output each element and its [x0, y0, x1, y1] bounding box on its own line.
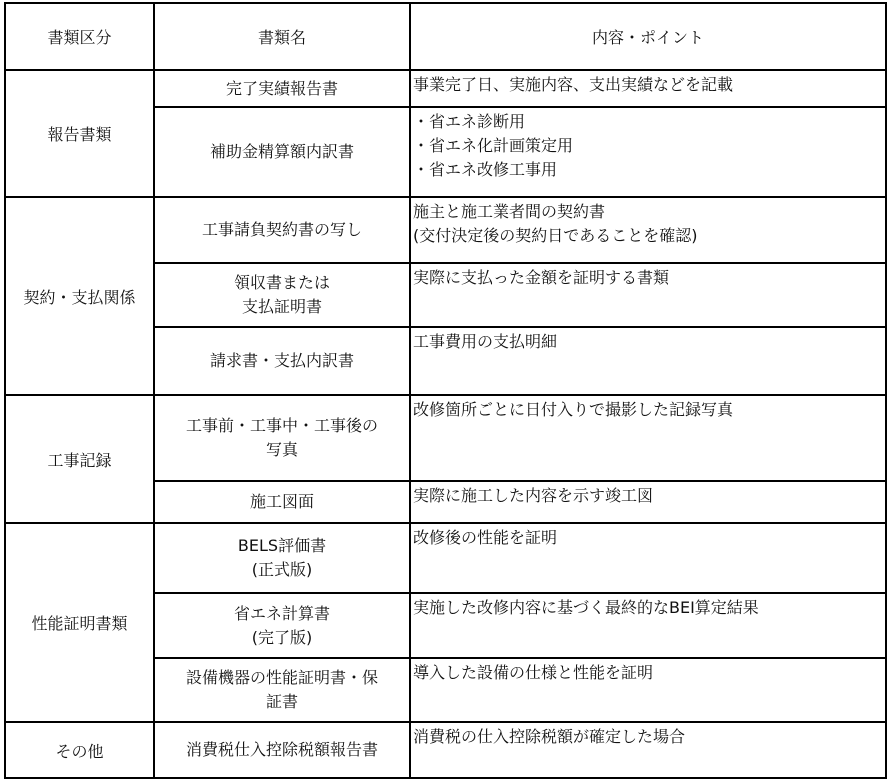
table-row: [5, 523, 886, 593]
content-cell: [410, 722, 886, 778]
document-name-line: BELS評価書: [237, 536, 327, 555]
content-cell: [410, 197, 886, 263]
content-line: ・省エネ化計画策定用: [413, 136, 574, 155]
document-name-line: 完了実績報告書: [225, 78, 338, 98]
content-line: 実際に施工した内容を示す竣工図: [413, 486, 654, 505]
content-line: 工事費用の支払明細: [413, 332, 558, 351]
document-name-line: 工事請負契約書の写し: [201, 220, 362, 239]
document-name-line: 写真: [265, 440, 298, 459]
content-cell: [410, 70, 886, 107]
content-line: 導入した設備の仕様と性能を証明: [413, 663, 654, 682]
category-cell: 契約・支払関係: [5, 197, 154, 395]
header-category: 書類区分: [5, 3, 154, 70]
table-row: [5, 197, 886, 263]
content-line: ・省エネ改修工事用: [413, 160, 558, 179]
document-name-line: 補助金精算額内訳書: [209, 142, 354, 161]
document-name-cell: [154, 395, 410, 481]
document-name-cell: [154, 523, 410, 593]
content-cell: [410, 395, 886, 481]
document-name-line: 工事前・工事中・工事後の: [185, 416, 378, 435]
header-content: 内容・ポイント: [410, 3, 886, 70]
document-name-cell: [154, 107, 410, 197]
content-cell: [410, 263, 886, 327]
document-name-line: 消費税仕入控除税額報告書: [185, 740, 378, 759]
document-name-cell: [154, 70, 410, 107]
content-line: 施主と施工業者間の契約書: [413, 202, 606, 221]
content-cell: [410, 107, 886, 197]
document-name-cell: [154, 263, 410, 327]
document-name-cell: [154, 197, 410, 263]
document-name-cell: [154, 722, 410, 778]
content-line: 改修箇所ごとに日付入りで撮影した記録写真: [413, 400, 734, 419]
content-line: ・省エネ診断用: [413, 112, 526, 131]
document-name-line: (正式版): [251, 560, 313, 579]
document-name-line: 請求書・支払内訳書: [209, 351, 354, 370]
category-cell: 性能証明書類: [5, 523, 154, 722]
content-cell: [410, 658, 886, 722]
document-name-cell: [154, 658, 410, 722]
content-line: 実際に支払った金額を証明する書類: [413, 268, 670, 287]
document-name-line: 支払証明書: [241, 297, 322, 316]
content-line: 改修後の性能を証明: [413, 528, 558, 547]
content-cell: [410, 327, 886, 395]
table-row: [5, 722, 886, 778]
content-line: 事業完了日、実施内容、支出実績などを記載: [413, 75, 734, 94]
required-documents-table: [4, 2, 887, 779]
content-line: (交付決定後の契約日であることを確認): [413, 226, 698, 245]
header-row: [5, 3, 886, 70]
table-row: [5, 70, 886, 107]
table-row: [5, 395, 886, 481]
header-document-name: 書類名: [154, 3, 410, 70]
document-name-cell: [154, 481, 410, 523]
document-name-cell: [154, 593, 410, 658]
document-name-line: 設備機器の性能証明書・保: [185, 668, 378, 687]
document-name-cell: [154, 327, 410, 395]
document-name-line: 省エネ計算書: [233, 603, 330, 623]
category-cell: 報告書類: [5, 70, 154, 197]
content-cell: [410, 481, 886, 523]
content-line: 消費税の仕入控除税額が確定した場合: [413, 727, 686, 746]
content-line: 実施した改修内容に基づく最終的なBEI算定結果: [413, 598, 759, 617]
category-cell: 工事記録: [5, 395, 154, 523]
content-cell: [410, 593, 886, 658]
document-name-line: 施工図面: [249, 492, 314, 511]
document-name-line: (完了版): [251, 627, 313, 647]
content-cell: [410, 523, 886, 593]
document-name-line: 証書: [265, 692, 298, 711]
document-name-line: 領収書または: [233, 273, 330, 292]
category-cell: その他: [5, 722, 154, 778]
